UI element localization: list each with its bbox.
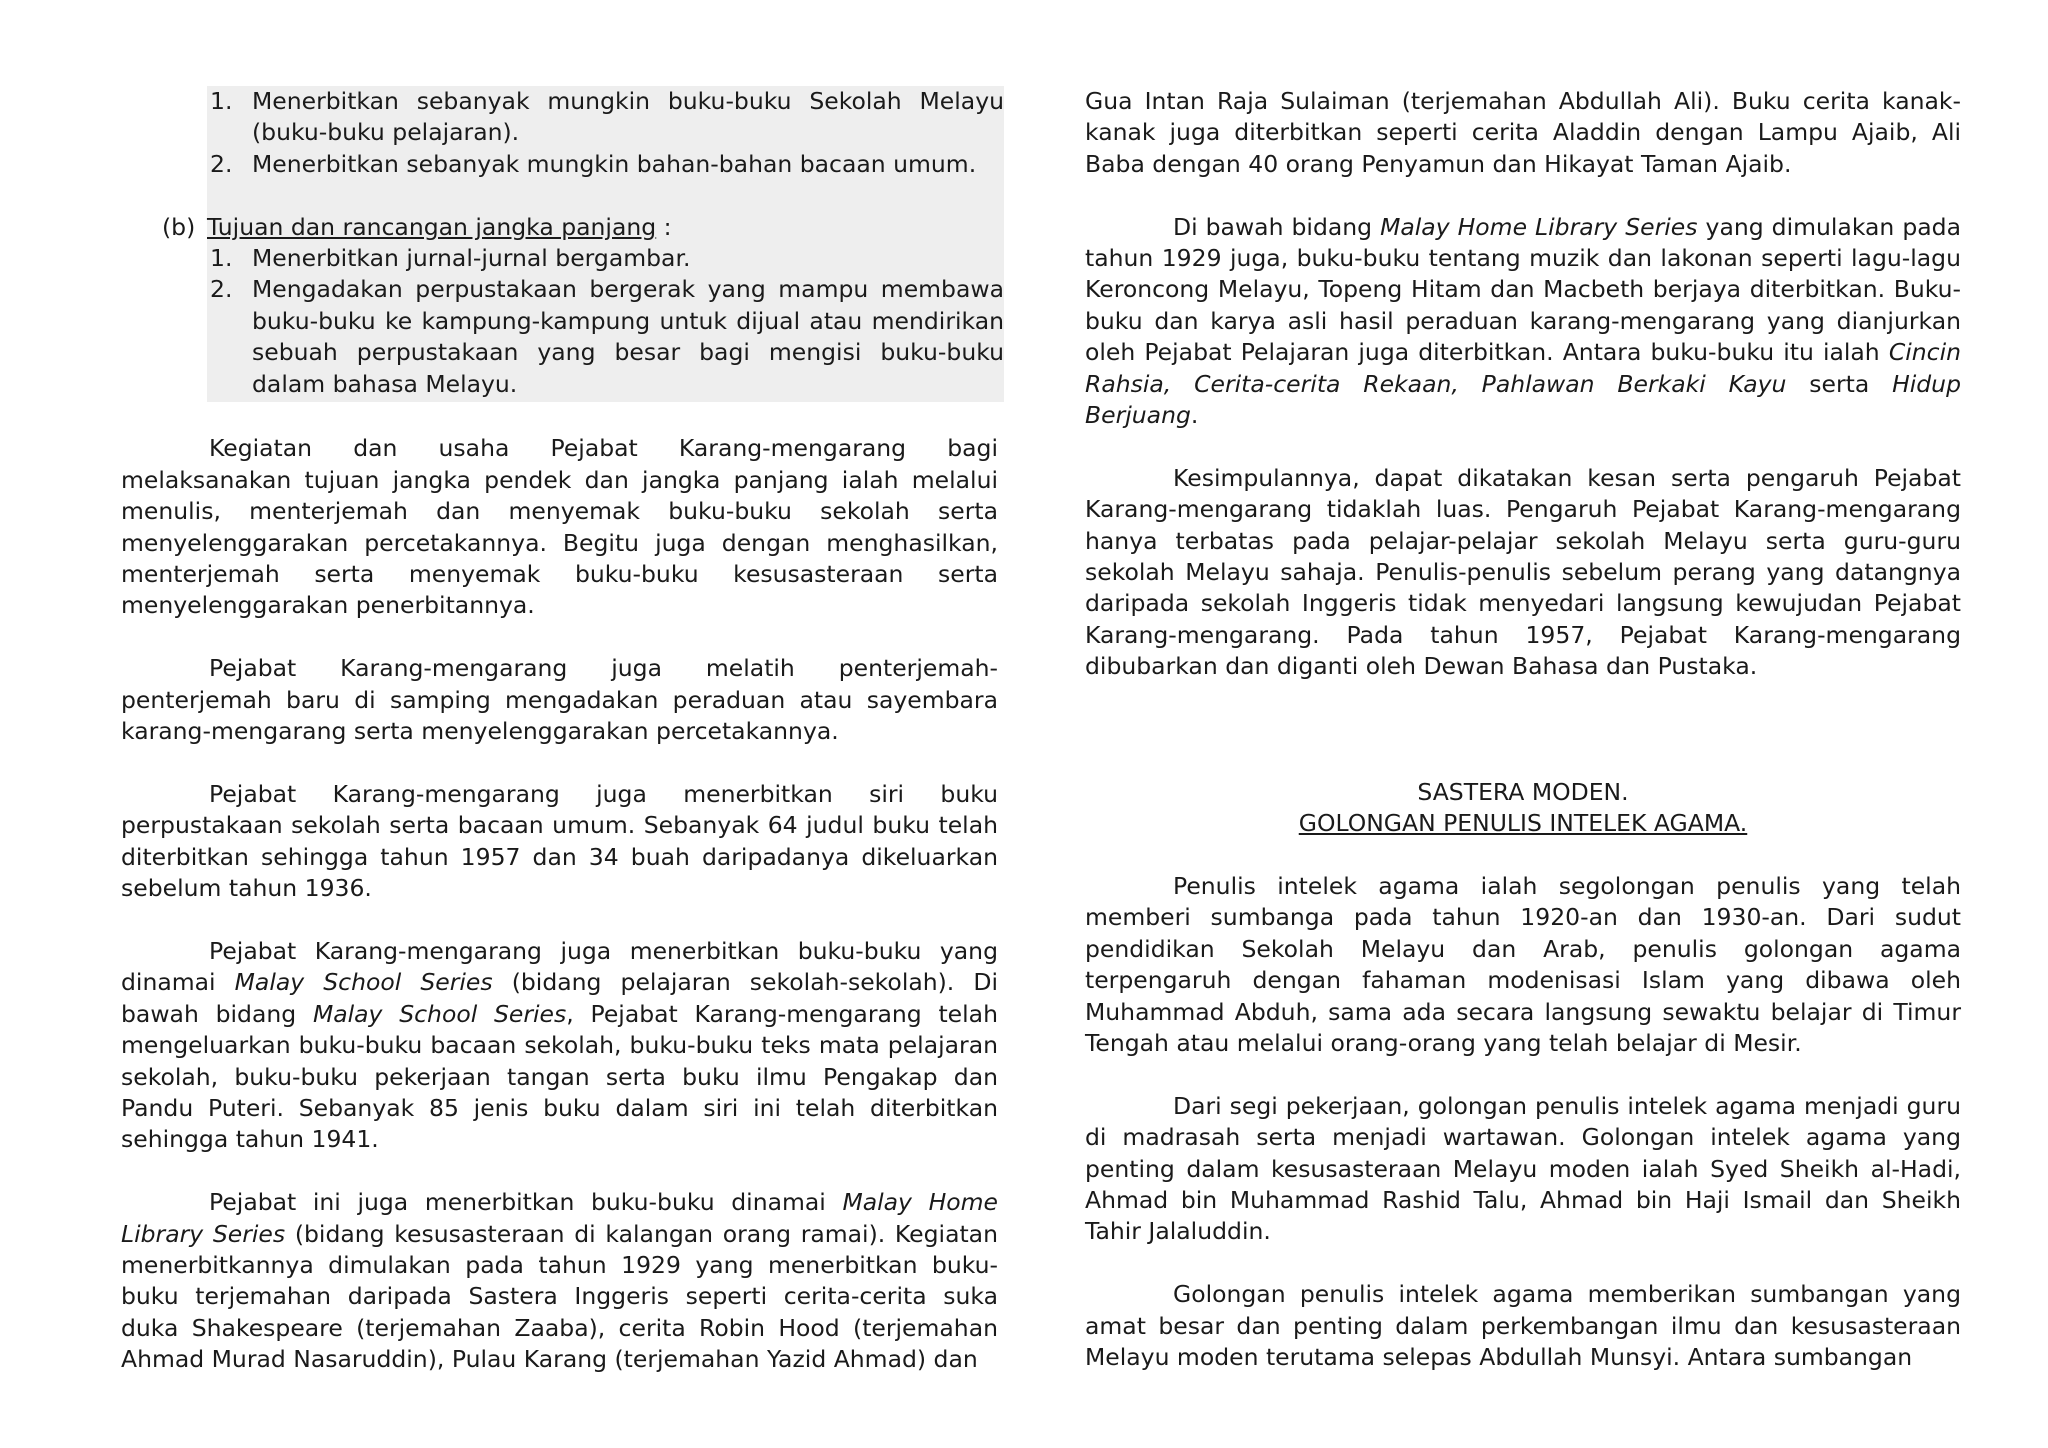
section-marker: (b) — [162, 212, 196, 241]
section-heading-block — [1085, 777, 1961, 840]
left-column — [121, 86, 1004, 1407]
section-heading: SASTERA MODEN. — [1417, 777, 1629, 806]
list-number: 2. — [210, 275, 233, 304]
italic-title: Hidup Berjuang — [1085, 369, 1961, 430]
italic-title: Malay Home Library Series — [1380, 212, 1698, 241]
text-run: , Pejabat Karang-mengarang telah mengeluarkan buku-buku bacaan sekolah, buku-buku teks mata pelajaran sekolah, buku-buku pekerjaan tangan serta buku ilmu Pengakap dan Pandu Puteri. Sebanyak 85 jenis buku dalam siri ini telah diterbitkan sehingga tahun 1941. — [121, 999, 998, 1154]
paragraph: Golongan penulis intelek agama memberikan sumbangan yang amat besar dan penting dalam perkembangan ilmu dan kesusasteraan Melayu moden terutama selepas Abdullah Munsyi. Antara sumbangan — [1085, 1280, 1961, 1371]
paragraph: Penulis intelek agama ialah segolongan penulis yang telah memberi sumbanga pada tahun 1920-an dan 1930-an. Dari sudut pendidikan Sekolah Melayu dan Arab, penulis golongan agama terpengaruh dengan fahaman modenisasi Islam yang dibawa oleh Muhammad Abduh, sama ada secara langsung sewaktu belajar di Timur Tengah atau melalui orang-orang yang telah belajar di Mesir. — [1085, 871, 1961, 1057]
list-item — [207, 86, 1004, 149]
paragraph — [1085, 212, 1961, 432]
list-item — [207, 274, 1004, 400]
text-run: yang dimulakan pada tahun 1929 juga, buku-buku tentang muzik dan lakonan seperti lagu-lagu Keroncong Melayu, Topeng Hitam dan Macbeth berjaya diterbitkan. Buku-buku dan karya asli hasil peraduan karang-mengarang yang dianjurkan oleh Pejabat Pelajaran juga diterbitkan. Antara buku-buku itu ialah — [1085, 212, 1961, 367]
list-text: Menerbitkan sebanyak mungkin buku-buku Sekolah Melayu (buku-buku pelajaran). — [252, 87, 1004, 147]
objectives-box — [162, 86, 1004, 402]
paragraph: Pejabat Karang-mengarang juga melatih penterjemah-penterjemah baru di samping mengadakan peraduan atau sayembara karang-mengarang serta menyelenggarakan percetakannya. — [121, 654, 998, 746]
text-run: Pejabat Karang-mengarang juga menerbitkan buku-buku yang dinamai — [121, 936, 998, 997]
paragraph: Kegiatan dan usaha Pejabat Karang-mengarang bagi melaksanakan tujuan jangka pendek dan jangka panjang ialah melalui menulis, menterjemah dan menyemak buku-buku sekolah serta menyelenggarakan percetakannya. Begitu juga dengan menghasilkan, menterjemah serta menyemak buku-buku kesusasteraan serta menyelenggarakan penerbitannya. — [121, 434, 998, 620]
list-item — [207, 243, 1004, 274]
long-term-heading — [162, 212, 1004, 243]
long-term-heading-text: Tujuan dan rancangan jangka panjang — [207, 212, 657, 241]
text-run: Di bawah bidang — [1173, 212, 1381, 241]
section-subheading: GOLONGAN PENULIS INTELEK AGAMA. — [1298, 809, 1748, 838]
text-run: serta — [1786, 369, 1893, 398]
list-text: Menerbitkan jurnal-jurnal bergambar. — [252, 244, 691, 273]
italic-title: Malay School Series — [234, 968, 493, 997]
italic-title: Malay School Series — [312, 999, 567, 1028]
text-run: . — [1190, 401, 1199, 430]
list-text: Mengadakan perpustakaan bergerak yang mampu membawa buku-buku ke kampung-kampung untuk dijual atau mendirikan sebuah perpustakaan yang besar bagi mengisi buku-buku dalam bahasa Melayu. — [252, 275, 1004, 398]
paragraph — [121, 1187, 998, 1375]
heading-suffix: : — [656, 212, 672, 241]
paragraph: Kesimpulannya, dapat dikatakan kesan serta pengaruh Pejabat Karang-mengarang tidaklah luas. Pengaruh Pejabat Karang-mengarang hanya terbatas pada pelajar-pelajar sekolah Melayu serta guru-guru sekolah Melayu sahaja. Penulis-penulis sebelum perang yang datangnya daripada sekolah Inggeris tidak menyedari langsung kewujudan Pejabat Karang-mengarang. Pada tahun 1957, Pejabat Karang-mengarang dibubarkan dan diganti oleh Dewan Bahasa dan Pustaka. — [1085, 463, 1961, 681]
heading-wrap — [207, 212, 672, 243]
paragraph: Gua Intan Raja Sulaiman (terjemahan Abdullah Ali). Buku cerita kanak-kanak juga diterbitkan seperti cerita Aladdin dengan Lampu Ajaib, Ali Baba dengan 40 orang Penyamun dan Hikayat Taman Ajaib. — [1085, 87, 1961, 178]
spacer — [207, 180, 1004, 211]
italic-title: Malay Home Library Series — [121, 1188, 998, 1248]
list-text: Menerbitkan sebanyak mungkin bahan-bahan bacaan umum. — [252, 149, 977, 178]
list-number: 1. — [210, 87, 233, 115]
list-number: 1. — [210, 244, 233, 273]
list-item — [207, 149, 1004, 180]
list-number: 2. — [210, 149, 233, 178]
paragraph: Dari segi pekerjaan, golongan penulis intelek agama menjadi guru di madrasah serta menjadi wartawan. Golongan intelek agama yang penting dalam kesusasteraan Melayu moden ialah Syed Sheikh al-Hadi, Ahmad bin Muhammad Rashid Talu, Ahmad bin Haji Ismail dan Sheikh Tahir Jalaluddin. — [1085, 1091, 1961, 1246]
italic-title: Cincin Rahsia, Cerita-cerita Rekaan, Pahlawan Berkaki Kayu — [1085, 338, 1961, 398]
text-run: Pejabat ini juga menerbitkan buku-buku dinamai — [209, 1188, 843, 1217]
paragraph — [121, 936, 998, 1156]
text-run: (bidang kesusasteraan di kalangan orang ramai). Kegiatan menerbitkannya dimulakan pada tahun 1929 yang menerbitkan buku-buku terjemahan daripada Sastera Inggeris seperti cerita-cerita suka duka Shakespeare (terjemahan Zaaba), cerita Robin Hood (terjemahan Ahmad Murad Nasaruddin), Pulau Karang (terjemahan Yazid Ahmad) dan — [121, 1219, 998, 1374]
paragraph: Pejabat Karang-mengarang juga menerbitkan siri buku perpustakaan sekolah serta bacaan umum. Sebanyak 64 judul buku telah diterbitkan sehingga tahun 1957 dan 34 buah daripadanya dikeluarkan sebelum tahun 1936. — [121, 779, 998, 903]
right-column — [1085, 86, 1961, 1405]
text-run: (bidang pelajaran sekolah-sekolah). Di bawah bidang — [121, 968, 998, 1028]
